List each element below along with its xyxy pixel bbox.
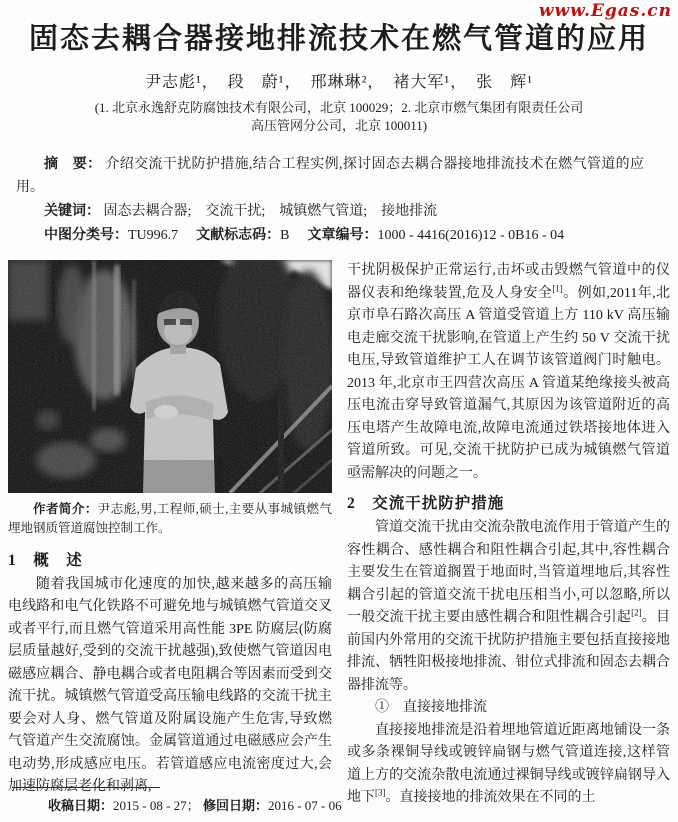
affiliation-line-1: (1. 北京永逸舒克防腐蚀技术有限公司，北京 100029；2. 北京市燃气集团有限责任公司 bbox=[94, 100, 584, 115]
right-column bbox=[347, 260, 670, 810]
author-line: 尹志彪¹， 段 蔚¹， 邢琳琳²， 褚大军¹， 张 辉¹ bbox=[145, 74, 533, 91]
affiliation-line-2: 高压管网分公司，北京 100011) bbox=[250, 118, 428, 133]
abstract-text: 介绍交流干扰防护措施,结合工程实例,探讨固态去耦合器接地排流技术在燃气管道的应用。 bbox=[16, 157, 645, 195]
dates-footnote bbox=[10, 787, 370, 814]
manuscript-dates bbox=[48, 795, 370, 814]
author-bio-text: 尹志彪,男,工程师,硕士,主要从事城镇燃气埋地钢质管道腐蚀控制工作。 bbox=[8, 502, 332, 535]
received-date-label: 收稿日期： bbox=[48, 798, 114, 813]
section-2-heading: 2 交流干扰防护措施 bbox=[347, 495, 505, 512]
author-bio-label: 作者简介： bbox=[33, 502, 98, 516]
right-paragraph-1: 干扰阴极保护正常运行,击坏或击毁燃气管道中的仪器仪表和绝缘装置,危及人身安全[1]。例如,2011年,北京市阜石路次高压 A 管道受管道上方 110 kV 高压输电走廊交流干扰影响,在管道上产生约 50 V 交流干扰电压,导致管道维护工人在调节该管道阀门时触电。2013 年,北京市王四营次高压 A 管道某绝缘接头被高压电流击穿导致管道漏气,其原因为该管道附近的高压电塔产生故障电流,故障电流通过铁塔接地体进入管道所致。可见,交流干扰防护已成为城镇燃气管道亟需解决的问题之一。 bbox=[347, 263, 671, 481]
author-photo bbox=[8, 260, 332, 493]
doc-code-value: B bbox=[280, 228, 290, 243]
abstract-label: 摘 要： bbox=[44, 155, 102, 171]
right-paragraph-2: 管道交流干扰由交流杂散电流作用于管道产生的容性耦合、感性耦合和阻性耦合引起,其中,容性耦合主要发生在管道搁置于地面时,当管道埋地后,其容性耦合引起的管道交流干扰电压相当小,可以忽略,所以一般交流干扰主要由感性耦合和阻性耦合引起[2]。目前国内外常用的交流干扰防护措施主要包括直接接地排流、牺牲阳极接地排流、钳位式排流和固态去耦合器排流等。 bbox=[347, 520, 671, 693]
keywords-text: 固态去耦合器; 交流干扰; 城镇燃气管道; 接地排流 bbox=[103, 204, 438, 219]
footnote-rule bbox=[12, 787, 160, 788]
right-paragraph-3: 直接接地排流是沿着埋地管道近距离地铺设一条或多条裸铜导线或镀锌扁钢与燃气管道连接,这样管道上方的交流杂散电流通过裸铜导线或镀锌扁钢导入地下[3]。直接接地的排流效果在不同的土 bbox=[347, 722, 670, 805]
abstract bbox=[16, 152, 644, 199]
list-item-direct-grounding: ① 直接接地排流 bbox=[375, 700, 487, 715]
section-1-heading: 1 概 述 bbox=[8, 551, 83, 569]
revised-date-value: 2016 - 07 - 06 bbox=[267, 798, 342, 813]
section-1-paragraph: 随着我国城市化速度的加快,越来越多的高压输电线路和电气化铁路不可避免地与城镇燃气管道交叉或者平行,而且燃气管道采用高性能 3PE 防腐层(防腐层质量越好,受到的交流干扰越强),致使燃气管道因电磁感应耦合、静电耦合或者电阻耦合等因素而受到交流干扰。城镇燃气管道受高压输电线路的交流干扰主要会对人身、燃气管道及附属设施产生危害,导致燃气管道产生交流腐蚀。金属管道通过电磁感应会产生电动势,形成感应电压。若管道感应电流密度过大,会加速防腐层老化和剥离, bbox=[8, 576, 332, 794]
received-date-value: 2015 - 08 - 27； bbox=[113, 798, 200, 813]
article-no-label: 文章编号： bbox=[307, 226, 378, 242]
left-column bbox=[8, 260, 332, 810]
paper-title: 固态去耦合器接地排流技术在燃气管道的应用 bbox=[28, 23, 649, 55]
article-no-value: 1000 - 4416(2016)12 - 0B16 - 04 bbox=[377, 228, 565, 243]
site-watermark: www.Egas.cn bbox=[538, 1, 672, 21]
classification-line bbox=[16, 223, 644, 247]
two-column-body bbox=[8, 260, 670, 810]
doc-code-label: 文献标志码： bbox=[196, 226, 281, 242]
author-bio-caption bbox=[8, 500, 332, 538]
affiliations bbox=[0, 99, 678, 135]
clc-label: 中图分类号： bbox=[44, 226, 128, 242]
revised-date-label: 修回日期： bbox=[202, 798, 268, 813]
clc-value: TU996.7 bbox=[128, 228, 179, 243]
keywords-label: 关键词： bbox=[44, 202, 100, 218]
meta-block bbox=[16, 152, 644, 247]
keywords bbox=[16, 199, 644, 223]
